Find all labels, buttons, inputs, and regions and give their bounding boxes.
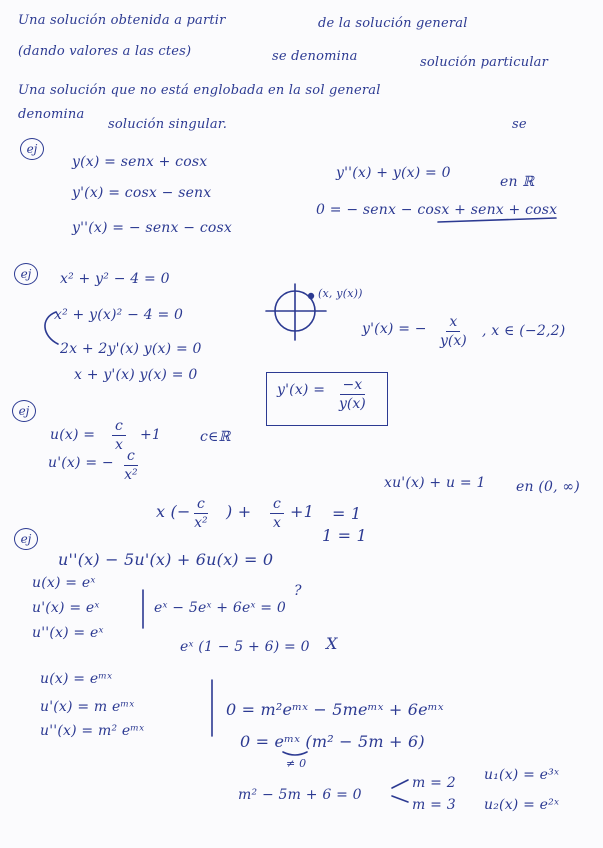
ex2-box-den: y(x)	[339, 396, 366, 412]
ex4-u-prime: u'(x) = eˣ	[32, 600, 100, 616]
intro-line2-b: se denomina	[272, 49, 358, 64]
intro-line3-a: Una solución que no está englobada en la sol general	[18, 83, 381, 98]
ex2-boxed-result	[266, 372, 388, 426]
ex4-quadratic: m² − 5m + 6 = 0	[238, 787, 362, 803]
ex4-solution-2: u₂(x) = e²ˣ	[484, 797, 560, 813]
ex2-derivative: 2x + 2y'(x) y(x) = 0	[60, 341, 202, 357]
ex4-substitution: 0 = m²eᵐˣ − 5meᵐˣ + 6eᵐˣ	[226, 700, 444, 719]
ex3-du-den: x²	[124, 467, 138, 483]
ex2-result-domain: , x ∈ (−2,2)	[482, 323, 566, 339]
ex3-check-d: +1	[290, 502, 314, 521]
ex3-du-lhs: u'(x) = −	[48, 455, 114, 471]
ex3-domain: en (0, ∞)	[516, 479, 580, 495]
ex1-cancel-line	[438, 218, 556, 222]
ex2-box-fraction	[339, 377, 366, 412]
ex2-result-lhs: y'(x) = −	[362, 321, 427, 337]
ex3-u-num: c	[112, 418, 126, 436]
ex1-check: 0 = − senx − cosx + senx + cosx	[316, 202, 558, 218]
ex3-check-c-den: x	[272, 515, 281, 531]
ex3-constant-set: c∈ℝ	[200, 429, 231, 445]
ex4-root-1: m = 2	[412, 775, 456, 791]
intro-line2-a: (dando valores a las ctes)	[18, 44, 192, 59]
ex2-derive-arrow	[45, 312, 58, 344]
ex4-u-double-prime: u''(x) = eˣ	[32, 625, 104, 641]
intro-line4-a: denomina	[18, 107, 85, 122]
ex3-du-num: c	[124, 448, 138, 466]
ex1-y: y(x) = senx + cosx	[72, 154, 208, 170]
example-2-tag: ej	[14, 263, 38, 285]
ex1-y-prime: y'(x) = cosx − senx	[72, 185, 212, 201]
ex3-equation: xu'(x) + u = 1	[384, 475, 486, 491]
ex3-u-lhs: u(x) =	[50, 427, 96, 443]
ex1-domain: en ℝ	[500, 174, 535, 190]
ex2-box-lhs: y'(x) =	[277, 382, 326, 398]
ex3-check-fraction-2	[270, 496, 284, 531]
ex4-nonzero-note: ≠ 0	[286, 757, 307, 770]
intro-line4-b: solución singular.	[108, 117, 228, 132]
ex4-cross: X	[326, 634, 338, 653]
ex2-result-den: y(x)	[440, 333, 467, 349]
ex4-factorization: 0 = eᵐˣ (m² − 5m + 6)	[240, 732, 425, 751]
example-3-tag: ej	[12, 400, 36, 422]
ex3-check-fraction	[194, 496, 208, 531]
example-4-tag: ej	[14, 528, 38, 550]
ex4-factored: eˣ (1 − 5 + 6) = 0	[180, 639, 310, 655]
ex2-derivative-simplified: x + y'(x) y(x) = 0	[74, 367, 198, 383]
ex2-substituted: x² + y(x)² − 4 = 0	[54, 307, 184, 323]
ex4-question-mark: ?	[294, 583, 302, 599]
ex3-check-b: ) +	[226, 502, 252, 521]
ex3-u-rest: +1	[140, 427, 162, 443]
root-arrow-1	[392, 780, 408, 788]
ex3-check-num: c	[194, 496, 208, 514]
ex4-m-u: u(x) = eᵐˣ	[40, 671, 113, 687]
circle-graph-point	[309, 294, 314, 299]
ex4-m-u-double-prime: u''(x) = m² eᵐˣ	[40, 723, 145, 739]
ex4-m-u-prime: u'(x) = m eᵐˣ	[40, 699, 135, 715]
ex4-root-2: m = 3	[412, 797, 456, 813]
ex2-result-num: x	[446, 314, 460, 332]
ex2-point-label: (x, y(x))	[318, 287, 363, 300]
ex4-u: u(x) = eˣ	[32, 575, 96, 591]
ex4-solution-1: u₁(x) = e³ˣ	[484, 767, 560, 783]
nonzero-brace	[283, 752, 307, 755]
ex3-check-a: x (−	[156, 502, 191, 521]
ex1-y-double-prime: y''(x) = − senx − cosx	[72, 220, 232, 236]
ex4-try: eˣ − 5eˣ + 6eˣ = 0	[154, 600, 286, 616]
ex1-equation: y''(x) + y(x) = 0	[336, 165, 451, 181]
ex3-check-den: x²	[194, 515, 208, 531]
example-1-tag: ej	[20, 138, 44, 160]
ex3-result-2: 1 = 1	[322, 526, 367, 545]
root-arrow-2	[392, 796, 408, 802]
ex2-result-fraction	[440, 314, 467, 349]
intro-line1-a: Una solución obtenida a partir	[18, 13, 226, 28]
ex3-u-den: x	[114, 437, 123, 453]
ex3-check-c-num: c	[270, 496, 284, 514]
ex2-equation: x² + y² − 4 = 0	[60, 271, 170, 287]
ex3-result-1: = 1	[332, 504, 362, 523]
intro-line3-b: se	[512, 117, 527, 132]
ex3-du-fraction	[124, 448, 138, 483]
intro-line2-c: solución particular	[420, 55, 549, 70]
ex4-equation: u''(x) − 5u'(x) + 6u(x) = 0	[58, 550, 274, 569]
intro-line1-b: de la solución general	[318, 16, 468, 31]
ex2-box-num: −x	[340, 377, 366, 395]
